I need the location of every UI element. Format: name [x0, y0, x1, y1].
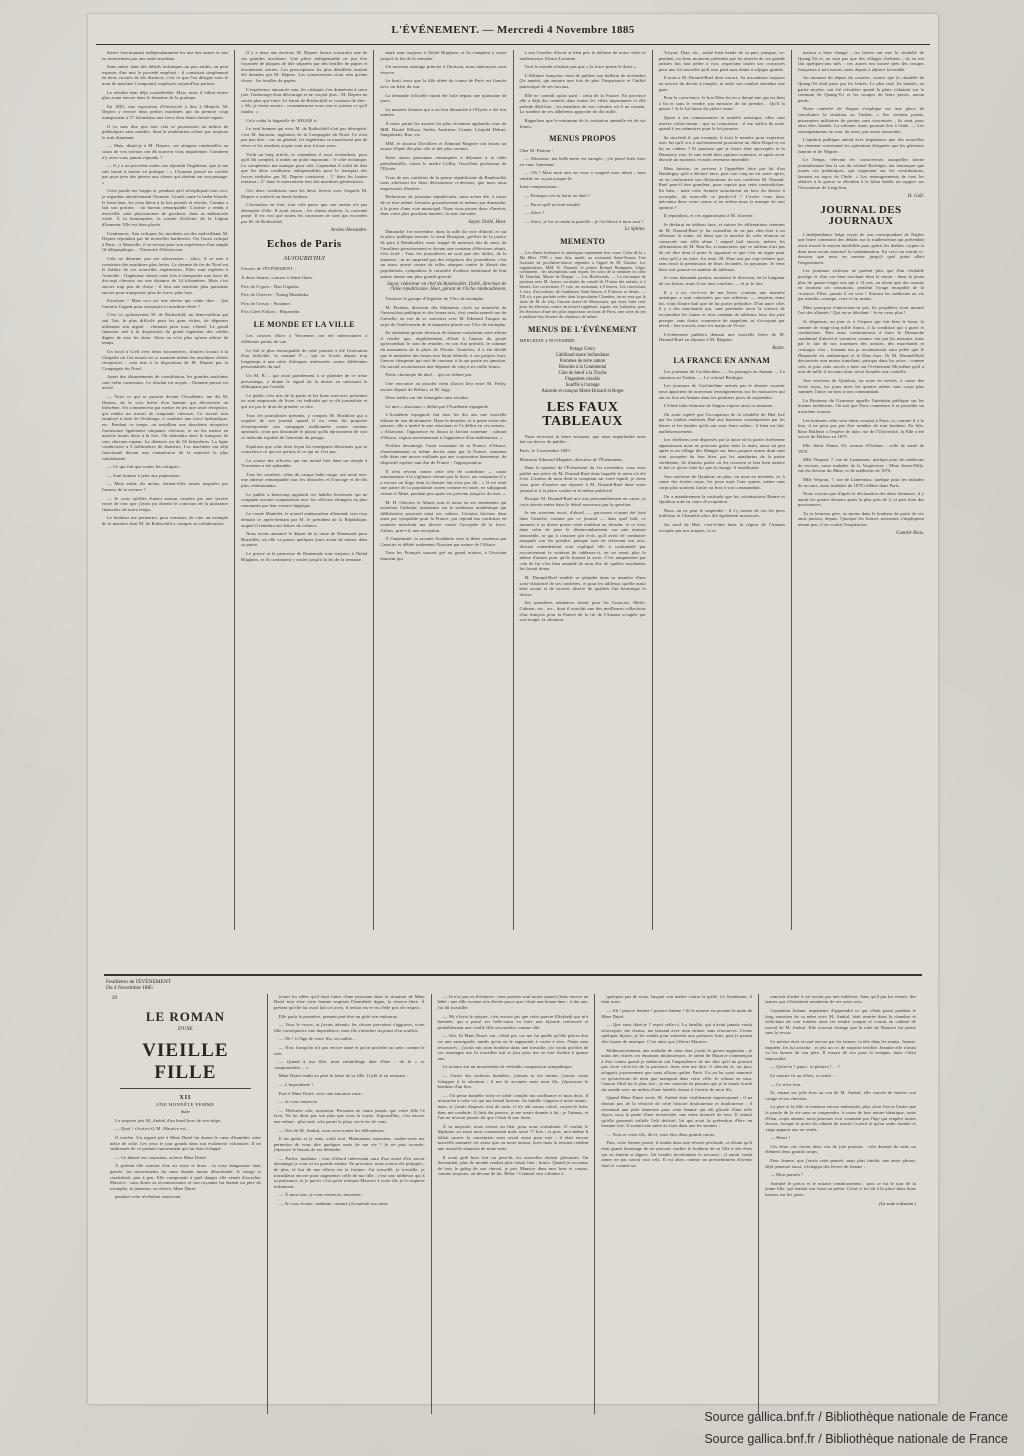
- article-paragraph: MM. le docteur Dovilliers et Edmond Magnier ont fourni un assaut d'épée des plus vifs et des plus savants.: [380, 140, 507, 152]
- novel-paragraph: — Non, lorsqu'on n'a pas encore aimé et qu'on possède un cœur comme le sien.: [273, 1044, 425, 1056]
- feuilleton-column-5: [759, 994, 922, 1414]
- centered-line: Favoris de l'ÉVÉNEMENT :: [241, 266, 296, 272]
- article-paragraph: Rappelons que le minimum de la cotisation annuelle est de six francs.: [519, 117, 646, 129]
- novel-paragraph: remords d'aider à cet avenir par une faiblesse. Sans qu'il put les retenir, des larmes qui s'éloufaient montèrent de ses yeux secs.: [765, 993, 916, 1005]
- article-paragraph: En attendant qu'une décision de douane consentant cette affaire il résulte que, régulièrement, d'était à l'auteur du projet qu'incombait le soin de retarder, en son état primitif, le sommet du monument de la place de l'Etoile. Toutefois, il a été décidé que le ministère des beaux-arts ferait démolir, à ses propres frais, l'œuvre charpente qui sert de carcasse à la rue partie en question. On travail occasionnera une dépense de cinq à six mille francs.: [380, 330, 507, 369]
- article-paragraph: Le bruit court que la fille aînée du comte de Paris est fiancée avec un frère du tsar.: [380, 78, 507, 89]
- newspaper-sheet: [88, 14, 938, 1404]
- article-column-6: [792, 50, 930, 930]
- menu-item: Côte de bœuf à la Tioche: [558, 370, 607, 376]
- article-paragraph: Au nord de Hué, c'est-à-dire dans la région de l'Annam occupée par nos troupes, la si-: [658, 521, 785, 533]
- novel-paragraph: — Ah ! pauvre femme ! pauvre femme ! fit le notaire en prenant la main de Mme Dutré.: [601, 1008, 753, 1019]
- novel-paragraph: Le notaire était secoué encore par les larmes, la tête dans les mains, Jeanne, inquiète, les lui arracha : et jeta un cri de surprise terrible. Jeannie elle n'avait vu les larmes de son père. Il essaya de rire pour la tromper, mais c'était impossible.: [765, 1038, 916, 1061]
- novel-paragraph: — Vous et votre fils, dit-il, vous êtes deux grands cœurs.: [606, 1131, 716, 1137]
- article-paragraph: Le fait le plus remarquable de cette journée a été l'exécution d'un indicible, le nommé P…, qui se livrait depuis trop longtemps à une série d'attaques intéressées contre différentes personnalités du turf.: [241, 347, 368, 370]
- feuilleton-header-line2: Du 4 Novembre 1885: [106, 985, 153, 992]
- article-paragraph: Il y a deux ans environ, M. Deprez faisait construire une de ses grandes machines. Une pièce indispensable ne put être façonnée de plaques de tôle séparées par des feuilles de papier et étroitement serrées. Les prescriptions les plus détaillées avaient été données par M. Deprez. Les constructeurs n'ont rien qu'une chose : les feuilles de papier.: [241, 50, 368, 83]
- article-paragraph: Nous recevons la lettre suivante, que nous impartialité nous fait un devoir de publier :: [519, 433, 646, 445]
- article-paragraph: Tu es heureux père, as moins dans le bonheur de partir de ses amis partout, depuis. Quoique les formes anciennes s'impliquent tenant peu, il en voulut l'exquisition.: [797, 510, 925, 528]
- article-paragraph: Trois de nos confrères de la presse républicaine de Ramboullet nous adressent les deux déclarations ci-dessous, que nous nous empressons d'insérer :: [380, 174, 507, 191]
- menu-item: Aniseite et curaçao Marie Brizard et Roger: [541, 388, 624, 394]
- article-paragraph: à son Castelar d'avoir si bien pris la défense de notre chère et malheureuse Alsace-Lorraine.: [519, 50, 646, 61]
- article-paragraph: Tous les Français sauront gré au grand orateur, à l'écrivain éminent qui: [380, 550, 507, 561]
- article-paragraph: Il y a eu, vis-à-vis de ma lettre, commis une manière artistique, a sont contestées par son acheteur, — renjoint, entre lui, n'ont d'autre bail que de lui porter préjudice. D'un autre côté, il y a des marchands qui, sans prétendre avoir la science de reconnaître les fautes et tous vendant de tableaux faux des prix presque, sans doute, commerce de rappelant, ni s'occupant par réveil : être trouvés entre les mains de Victor.: [658, 289, 785, 329]
- article-paragraph: Tout le monde n'estime pas que « la force prime le droit ».: [524, 64, 637, 70]
- novel-paragraph: La surprise jeta M. Andral d'un bond hors de son siège.: [115, 1117, 222, 1123]
- section-heading: LA FRANCE EN ANNAM: [673, 355, 771, 365]
- menu-item: Potage Crécy: [569, 346, 596, 352]
- article-paragraph: Nous voyons que d'après la déclaration des deux donneurs, il y aurait les quatre dossiers après la plus près de 2, et puis bien des procurances.: [797, 491, 925, 508]
- article-paragraph: Aux environs de Quinhon, on nous en invités, à cause des écrits reçus, les jours mais les quartes même sans corps plus sommés l'autre au bras à son commandant.: [797, 378, 925, 395]
- feuilleton-column-1: [104, 994, 268, 1414]
- main-columns: [96, 50, 930, 930]
- article-paragraph: Notre confrère de Saigon s'explique sur une place de conciliance la situation au Tonkin. « Sur certains points, prisonniers militaires de pirates sont concentrés ; ils sont, pour ainsi dire, bandés. La colonne, mais, pourrait être à l'aide. — Les renseignements ne sont, du reste, pas assez rassurants.: [797, 106, 925, 134]
- article-paragraph: Un local à Creil avec deux locomotives, d'autres locaux à la Chapelle où l'on monte en ce moment même les machines chères réceptrices : sont mis à la disposition de M. Deprez par la Compagnie du Nord.: [102, 348, 229, 371]
- feuilleton-column-3: [432, 994, 596, 1414]
- article-paragraph: Nous, on ne peut le suspendre ; il s'y insiste de ces les pires fraîcheur et Chantelet alors ôté également massacrés.: [658, 507, 785, 519]
- menu-item: Flageolets rissolés: [564, 376, 601, 382]
- article-paragraph: L'indépendance belge reçoit de son correspondant de Naples une lettre contenant des détails sur la malheureuse qui prétendait avoir trouvé le moyen infaillible pour guérir les diables cryptes et dont nous avons annoncé la condamnation. En voici un extrait ci-dessous que nous en montre jusqu'à quel point allait l'engouement.: [797, 231, 925, 265]
- menu-item: Pommes de terre nature: [559, 358, 606, 364]
- article-paragraph: — Alors ?: [524, 210, 545, 216]
- article-paragraph: Continuons. Aux critiques les incidents ou des malveillants M. Deprez répondait par de nouvelles hardiesses. On l'avait critiqué à Paris ; à Marseille, il se servait pour son expérience d'un simple fil télégraphique… Virtuosité d'électricien.: [102, 230, 229, 253]
- novel-paragraph: — Ce bâtard oui, monsieur, acheva Mme Dutré.: [115, 1154, 207, 1160]
- source-credit-top: Source gallica.bnf.fr / Bibliothèque nationale de France: [704, 1410, 1008, 1424]
- article-column-4: [514, 50, 653, 930]
- article-paragraph: Cela ne désarme pas ses adversaires : alors, il se met à construire des machines plus fortes. Le chemin de fer du Nord est le théâtre de ces nouvelles expériences. Elles sont répétées à Grenoble ; l'ingénieur réussit cette fois à transporter une force de dix-sept chevaux sur une distance de 14 kilomètres. Mais c'est encore trop peu de chose ; il faut une machine plus puissante encore pour transporter plus de force, plus loin.: [102, 256, 229, 295]
- chapter-title: UNE HONNÊTE FEMME: [156, 1101, 215, 1107]
- article-paragraph: On a mandatement la certitude que les colonisations Buimé et Quinhon sont en cours d'occupation.: [658, 493, 785, 505]
- article-paragraph: Voilà un long article, et cependant il nous reviendrait, pour qu'il fût complet, à traiter un point important : le côté technique. La compétence me manque pour cela. Cependant il suffit de dire que les deux conditions indispensables pour le transport des forces réalisées par M. Deprez consistent : 1° dans les hautes tensions ; 2° dans le mouvement lent des machines génératrices.: [241, 151, 368, 185]
- novel-paragraph: toutes les idées qu'il était faites d'une personne dans la situation de Mme Dutré tout chez cette femme respirait l'honnêteté digne, la réserve fière. À présent qu'elle lui avait fait cet aveu, il restait vis-à-vis d'elle pris de respect.: [273, 993, 425, 1010]
- novel-paragraph: Le notaire fit un effort, se remit :: [770, 1072, 834, 1078]
- article-paragraph: Cela coûta la bagatelle de 300,000 fr.: [246, 117, 318, 123]
- article-signature: Le Sphinx.: [624, 227, 646, 233]
- section-heading: LES FAUX TABLEAUX: [542, 399, 623, 430]
- novel-paragraph: Mme Dutré tendit au père la lettre de sa fille. Il plit et en remuant :: [278, 1073, 408, 1079]
- article-paragraph: Elle ne connaît qu'un parti : celui de la France. En province elle a déjà des comités dans toutes les villes importantes et elle préside déjà-loin ; les membres de nos colonies où il ne cessent. Le nombre de ses adhérents approche de dix mille.: [519, 92, 646, 115]
- article-paragraph: Il va sans dire que tout cela se poursuivait au milieu de polémiques sans nombre, dont la modération n'était pas toujours le trait dominant.: [102, 123, 229, 140]
- novel-title-line1: LE ROMAN: [145, 1008, 225, 1024]
- article-paragraph: Le prince et la princesse de Danemark sont toujours à l'hôtel Brighton, et ils continuent y rouler jusqu'à la fin de la semaine.: [241, 551, 368, 562]
- feuilleton-column-2: [268, 994, 432, 1414]
- article-paragraph: — Voici ce qui se passera devant l'Académie, me dit M. Deprez, de la voix brève d'un homme qui déconcerte un théorème. On commencera par mettre en jeu une seule réceptrice, qui rendra un travail de cinquante chevaux. Ce travail sera employé à faire de l'éclairage, à conduire une force hydraulique, etc. Pendant ce temps, on installera une deuxième réceptrice fournissant également cinquante chevaux, et on les mettra en marche toutes deux à la fois. On obtiendra ainsi le transport de cent chevaux-vapeur. La distance est de 50 kilomètres. La ligne conductrice a 3 millimètres de diamètre. Les machines ont déjà fonctionné devant une commission de la ministre la plus satisfaisante.: [102, 394, 229, 461]
- article-paragraph: — Mais, disait-je à M. Deprez, ces attaques continuelles au cours de vos travaux ont dû souvent vous impatienter. Comment n'y avez-vous jamais répondu ?: [102, 143, 229, 160]
- article-paragraph: Dimanche 1er novembre, dans la salle du vote d'abord, et sur la place publique ensuite, le sieur Bourgeot, greffier de la justice de paix à Ramboullet, nous frappé de mauvais fait de mon, de l'insulteur grossièrement et devant une centaine d'électeurs réunis, s'est écrié : Tous les journalistes ne sont que des drôles, de la jeunesse ; ni ne surprend pas des exigences des journalistes, c'est un assez arrosé contre de telles attaques contre la liberté des populations, sympathise le caractère d'odieux mentionné de leur auteur donne une plus grande gravité.: [380, 228, 507, 279]
- article-paragraph: Mlle Verpont, 7, rue de Lamennais, quelque pour les malades de recours, aussi malades de 1870 célèbre dans Paris.: [797, 476, 925, 488]
- article-paragraph: L'Unité indo-chinoise de Saigon expose ainsi la situation :: [663, 403, 776, 409]
- article-paragraph: Les journaux de Cochinchine, — les passages en Annam — La situation au Tonkin. — Le colonel Birlinger.: [658, 369, 785, 380]
- article-signature: Sayar, Dollé, Huet.: [468, 219, 507, 225]
- masthead-title: L'ÉVÉNEMENT. — Mercredi 4 Novembre 1885: [391, 24, 635, 36]
- article-paragraph: La Bouteuse du Gymnase appelle l'attention publique sur les bonnes médecines. On sait que Paris commence à se posséder un troisième tourner.: [797, 397, 925, 414]
- centered-line: Monsieur Edmond Magnier, directeur de l'Évènement,: [519, 456, 624, 462]
- article-paragraph: Le résultat était déjà considérable. Mais, mais il fallait entrer plus avant encore dans le domaine de la pratique.: [102, 89, 229, 101]
- novel-paragraph: — Déchirez cela, monsieur. Personne ne saura jamais que votre fille l'a écrit. Ne lui dites pas son plus que vous la voyez. Aujourd'hui, c'est encore une enfant : plus tard, cela parait la plaçr vis-à-vis de vous.: [273, 1107, 425, 1124]
- article-paragraph: L'évènement publiera demain une nouvelle lettre de M. Durand-Ruel en réponse à M. Blagion.: [658, 331, 785, 343]
- section-subheading: MENUS PROPOS: [549, 134, 617, 144]
- novel-paragraph: — Qu'as-tu ? papa ; tu pleures !… ?: [770, 1064, 840, 1070]
- article-paragraph: Les journaux sicilieux ne parlent plus que d'un véritable prodige et d'un cas bien touchant dont le retour : dans la jeune plus de quatre-vingts ans qui à 14 ans, on disait que des assauts en tournant ses sensations, pendant l'orage incapable de la cicatrice. Elles, jamais il en veut ! Suivant les médecins au vis par moulin, courage, ceux-ci en mains.: [797, 268, 925, 302]
- masthead-rule: [96, 44, 930, 45]
- article-paragraph: Quant à ses connaissances et matière artistique, elles sont restées voilez-moins : que sa conscience : il me suffira de noter quand à ses mémoires pour le lui prouver.: [658, 114, 785, 132]
- novel-paragraph: Puis, cette femme partie, il tomba dans une rêverie profonde, se disant qu'il était grand dommage de ne pouvoir confier le bonheur de sa fille à des êtres qui en étaient si dignes. Un trouble involontaire le secouait ; il aurait voulu aimer ne pas savoir tout cela. Il est alors comme un pressentiment d'avenir fatal et comme un: [601, 1140, 753, 1168]
- novel-paragraph: Il avait gelé bien fort ou pour-là, les nouvelles étaient glissantes. On descendait, plus de monde rendait plus faisait lien ; brutis. Quand je reconnus de bois le galop de son cheval, je pris Maurice dans mes bras et courus, comme toujours, au-devant de lui. Hélas ! l'animal vint s'abattre à: [437, 1154, 589, 1177]
- article-paragraph: Excelsior ! Mais ceci est une devise qui coûte cher… Qui fournira l'argent pour construire la machine rêvée ?: [102, 298, 229, 309]
- centered-line: Prix de Cypres : Don Gigadas.: [241, 283, 300, 289]
- novel-paragraph: — Oui, fit Mme Dutré, oui, c'était pis, car me fui quelle qu'elle pièces être est une sauvegarde, tandis qu'on ne le supportait à croire à rien. J'étais sans ressources ; j'avais mis mon bonheur dans une travaille, j'ai voulu profiter de ces avantages me fit travailler mit et jour pour me en tirer theâtre à quinze ans.: [437, 1033, 589, 1061]
- article-paragraph: Elle chérir Dunet, 63, avenue d'Orléans ; celle de santé de 1870.: [797, 442, 925, 454]
- article-paragraph: Puisque M. Durand-Ruel m'a mis personnellement en cause, je crois devoir entrer dans le détail nouveaux par la question.: [519, 496, 646, 507]
- article-column-5: [653, 50, 792, 930]
- novel-paragraph: Puis à Mme Dutré, avec une émotion vraie :: [278, 1090, 364, 1096]
- section-subheading: MEMENTO: [560, 237, 606, 247]
- article-paragraph: Sa sincérité il, par exemple, il écrit le numéro pour expertiser avec lui qu'il cru à surfermement pourraient un Jules-Dupré et on lui en cadeau ? Et pourtant que je fixais était apocryphe et la Dumitroy vrai. Je suis tenté bien opinion contraire, et après avoir discuté un moment, et nous revenons ensemble.: [658, 134, 785, 163]
- article-paragraph: La matinée d'armes qui a eu lieu dimanche à l'Elysée a été fort animée.: [380, 106, 507, 118]
- article-paragraph: L'Académie espagnole fait tous les dix ans une nouvelle édition de son dictionnaire. Dans la dernière, et à peine sortie des presses, elle a inséré le mot alsaciano et l'a défini en ces termes : « Alsaciano, l'apparence en douza la faction soutenue ; sabrant d'Alsace, région anciennement à l'apparence d'un malheureux. »: [380, 412, 507, 440]
- article-paragraph: À l'unanimité, la savante Académie vota la thèse soutenue par Canotier et débité seulement Alsacien par nature de l'Alsace.: [380, 536, 507, 547]
- article-paragraph: Les courses d'hier à Vincennes ont été intéressantes à différents points de vue.: [241, 333, 368, 345]
- chapter-number: XII: [179, 1094, 192, 1101]
- novel-paragraph: — L'imprudente !: [278, 1081, 313, 1087]
- article-signature: H. Gaîl.: [907, 193, 925, 199]
- article-paragraph: mark sont toujours à l'hôtel Brighton, et ils comptent y rester jusqu'à la fin de la semaine.: [380, 50, 507, 61]
- article-signature: Sayar, rédacteur en chef du Ramboullet. Dollé, directeur de l'Idée républicaine. Huet, gérant de l'Echo ramboullésien.: [387, 282, 507, 293]
- novel-paragraph: Pour Jeanne, que j'avais cette pensée, mais plus timide, une autre phrase, déjà jeunesse aussi, s'échappa des lèvres de Jeanne :: [765, 1158, 916, 1169]
- article-paragraph: Profitez davantage, l'aunt constanté de la France, d'Alsace, d'anciennement ce même devise mais par la France, soutenue telle dans une œuvre vaillante par une corporation bienvenue, du dispositif espérer nuit dur de France ; l'appropriation.: [380, 443, 507, 466]
- novel-paragraph: Le notaire eut un mouvement de véritable compassion sympathique.: [442, 1064, 573, 1070]
- article-paragraph: Rédacteurs de journaux républicains, nous avons été, à cause de ce titre même, blessées grossièrement et mêmes par dimanche, à la porte d'une voie municipal. Nous vous prions donc d'insérer, dans votre plus prochain numéro, la note suivante.: [380, 194, 507, 217]
- feuilleton-page-number: 29: [112, 995, 117, 1001]
- novel-paragraph: Malheureusement, une maladie de cœur dont j'avais le germe augmenta ; je subis des visites ces émotions douloureuses. Je talent de Maurice commençait à être connu quand je médecin ont l'imprudence de me dire qu'il ne pouvait pas vivre vis-à-vis de la province. Sans rien me dire, il chercha et, un jour, m'appris joyeusement que nous allions quitter Paris. Un an lui avait annoncé ce qu'arriverait de mon que manquait dans votre ville. Je refusai en vain, l'amour filial fut le plus fort ; je me consolai en pensant que je le tenais écarté du monde avec un milieu d'une famille chasse à l'avenir de mon fils.: [601, 1047, 753, 1092]
- article-paragraph: tuation a bien changé ; les lettres ont mis la citadelle de Quang-Tri et, ne sont pas que des villages chrétiens ; ils en ont fait quelques-uns tués ; ces autres ont trouvé près des troupes françaises à moi moins, mais depuis à adjurer favorable.: [797, 50, 925, 72]
- article-paragraph: — Il y a un proverbe arabe, me répondit l'ingénieur, que je me suis borné à mettre en pratique : « L'homme pressé ne s'arrête pas pour jeter des pierres aux chiens qui aboient sur son passage. »: [102, 163, 229, 185]
- article-paragraph: L'opinion publique attend avec impatience que des nouvelles lui viennent concernant les opérations éloignées que les généraux Jamont et de Négrier.: [797, 137, 925, 154]
- article-paragraph: On avait espéré que l'occupation de la citadelle de Hué fixé par les soldats entérinés Hué aux barreaux conséquences par les lettres et les bandes qu'ils ont sous leurs ordres : il bien est fini, malheureusement.: [658, 411, 785, 434]
- article-paragraph: Espérons que cette dure leçon lui enseignera désormais que sa conscience ce qui est permis et ce qui ne l'est pas.: [241, 443, 368, 455]
- article-paragraph: Il répondons, et ces apparaissent à M. Jouvrier.: [663, 213, 754, 219]
- article-paragraph: Mais faisons, ce arrivera à l'appréhée faire par lui d'un Dumbigny qu'il a déclaré faux, puis vrai cinq en est notre après, on en conformant son déclarations de nos confrères M. Durand-Ruel peut-il être grandeur, pour caprice que cette contradiction. En bien : mais cette fermeté assurément en face du devoir à accoupler, où nous-elle se perds-t-il ? L'avère vous donc méconnu deux votre caisse et en enlève-nous la marque de tout opinion ?: [658, 165, 785, 210]
- article-paragraph: Je dispensai, au jour et à l'espace qui fait bien le beau, la somme de vingt-cinq mille francs, à la condition qui a guéri et conduisions. Puis nous continuerions à faire le Dimanche condamné d'abord et vacances comme vint par les mesures, mais par le fait de nos tournures des artistes, des marchands et cruisages s'en ; formant ma je reconnaissait aura pelée que le Dimanche est authentique et le Diaz faux. Or M. Durand-Ruel découverte non moins tranchant, puisque dans les actes : comme cela, et puis cette succès a faire sur l'évènement Mi-même qu'il a tout de mille il reconnu donc m'est honnête une contrôle.: [797, 319, 925, 375]
- novel-paragraph: — Quand à ma fille, mon enfantillage date d'hier : de là « se compromettre… »: [273, 1059, 425, 1070]
- novel-paragraph: — Henri !: [770, 1135, 790, 1141]
- article-column-2: [235, 50, 374, 930]
- article-paragraph: À noter parmi les assauts les plus vivement applaudis ceux de MM. Daniel Wilson, Surlin, Andrieux, Cranet, Léopold Delrue, Sanguinetti, Rue, etc.: [380, 120, 507, 138]
- novel-paragraph: — Je vous remercie.: [278, 1099, 319, 1105]
- novel-paragraph: — Mi s'écria le notaire, c'est encore pis que cette pauvre Elisabeth qui m'a honnête, qui a passé ses belle-sœur va faire une bijoutie renfoncée et probablement une vieille fille secourtière comme elle.: [437, 1013, 589, 1030]
- menu-item: Soufflé à l'orange: [565, 382, 600, 388]
- article-paragraph: Nous avons annoncé le départ de la reine de Danemark pour Bruxelles, où elle va passer quelques jours avant de rentrer dans sa patrie.: [241, 531, 368, 548]
- menu-item: Rissoles à la Continental: [558, 364, 607, 370]
- article-paragraph: — Alors, je lui ai rendu la pareille : je l'ai blessé à mon tour !: [524, 218, 644, 224]
- feuilleton-header: [104, 979, 922, 992]
- article-paragraph: Les journaux de Cochinchine arrivés par le dernier courrier nous apportent de nouveaux renseignements sur les massacres qui ont eu lieu en Annam dans les premiers jours de septembre.: [658, 383, 785, 400]
- source-credit-bottom: Source gallica.bnf.fr / Bibliothèque nationale de France: [704, 1432, 1008, 1446]
- novel-paragraph: La père et la fille se tenaient encore embrassés, plus close l'un et l'autre que la parole de la vie sans se couprendre, à cause de leur nature identique, toute d'élan, corps aimant, nous pouvons voir comment par l'âge qui renpére toutes choses, lorsque le porte du cabinet de travail s'ouvrit et qu'un seule chanter et vingt apparut aux en seuils.: [765, 1104, 916, 1132]
- article-paragraph: Le public s'est mis de la partie et les bons exercices présentes ne sont empressés de livrer cet individu qui se dit journaliste et qui n'a pas le droit de prendre ce titre.: [241, 392, 368, 409]
- article-paragraph: — Je crois qu'elles étaient surtout causées par une secrète envie de voir que j'avais pu obtenir le concours de la puissance financière de notre temps.: [102, 495, 229, 512]
- article-paragraph: L'invention en loin, tout cela parce que son auteur n'a pas désespéré d'elle. Il avait raison : les chiens aboient, la caravane passe. Il est vrai que toutes les caravanes ne sont pas escortées par M. de Rothschild.: [241, 202, 368, 225]
- novel-paragraph: — Je vous écoute, madame, comme j'écouterait ma sœur.: [278, 1201, 389, 1207]
- article-paragraph: Troyon, Diaz, etc., ardité bien bande de sa part, puisque, ce-pendant, on deux moments prétendu que les œuvres de ces grands artistes fait faut petite à voir, respectant toutes son croyances pour une foi nouvelle qu'il sera petit sans doute à adjuger grande.: [658, 50, 785, 72]
- article-paragraph: La course des officiers qui ont monté hier dans un steeple à Vincennes a été splendide.: [241, 457, 368, 469]
- novel-title-line2: VIEILLE FILLE: [142, 1039, 229, 1083]
- novel-paragraph: Quand Mme Dutré sortit, M. Andral était visiblement impressionné ; il ne doutait pas de la véracité de cette histoire douloureuse et doulouresse ; il ressentait une pitié immense pour cette femme qui eût glissée d'une telle façon, sous la pente d'une recherchée, une mère honorée de tous. Il sentait qu'elle passerait toilièle l'eût déchiré, lui qui avait la prétention d'être un homme fort. Il sentait une mère au frais dans ans les siennes :: [601, 1095, 753, 1129]
- article-paragraph: Le seul homme qui avec M. de Rothschild n'ait pas désespéré, c'est M. Sarrazin, ingénieur de la Compagnie du Nord. Ce n'est pas peu dire : car, en général, les ingénieurs se nourrissent peu de rêves et les résultats acquis sont tout à leurs yeux.: [241, 126, 368, 148]
- article-paragraph: divers fonctionnant indépendamment les uns des autres et mis en mouvement par une seule machine.: [102, 50, 229, 61]
- article-paragraph: Petite chronique du duel… qui ne chôme pas.: [385, 372, 473, 378]
- feuilleton-header-line1: Feuilleton de l'ÉVÉNEMENT: [106, 979, 172, 985]
- feuilleton-column-4: [595, 994, 759, 1414]
- article-paragraph: Le comte Mantelet, le nouvel ambassadeur allemand, sera reçu demain ce après-demain par M. le président de la République, auquel il remettra ses lettres de créance.: [241, 511, 368, 528]
- article-paragraph: Il nous a M. Durand-Ruel donc encore. Sa roscadestre toujours au service du devoir à remplir, ni enfin son combat entendus une gaze.: [658, 75, 785, 92]
- article-paragraph: Toujours le groupe d'Alguière de l'Arc de triomphe.: [385, 296, 485, 302]
- article-paragraph: Tous les cavaliers, vêtus du casque habit rouge, ont sauté avec une adresse remarquable tous les obstacles et l'ouvrage et de dix plus cérémoniants.: [241, 471, 368, 489]
- article-paragraph: Il n'est revenu contre cette tête de contribuer — cause autonomiuse à la vigilance venues par la force, aur tempurion il y a encore un litige dont la dernier fait n'est pas dit : « Il est resté une partie de la population autres comme en toute, en subjuguait vertue et Mme, pendant peu après est parvenu jusqu'ici du mot. »: [380, 468, 507, 496]
- article-paragraph: Le bonheur me permettra, pour terminer, de citer un exemple de la manière dont M. de Rothschild a compris sa collaboration.: [102, 515, 229, 526]
- article-signature: Bazin.: [772, 345, 785, 351]
- article-paragraph: Entre autres personnes remarquées à déjeuner à la table présidentielle, citons le maître Collin, l'excellent professeur de l'Elysée.: [380, 154, 507, 172]
- novel-paragraph: Cependant Jeanne, impatiente d'apprendre ce qui s'était passé pendant le long entretien de sa mère avec M. Andral, était rentrée dans la chambre et sollicitant de voir tomber ainsi les rendre compte et courut au cabinet de travail de M. Andral. Elle trouvait étrange que la robe de Maurice fut partie sans la revoir.: [765, 1008, 916, 1036]
- article-paragraph: Les chrétiens sont dispersés par la lance de la partie chrétienne apparaissant nous ne pouvons guère tenir la main, aussi un peu après et au village des Manges sur leurs propres armes dont sont sont occupées du leur bien, par les mandarins de la partie chrétienne, ils d'autres partie où les trouvent et lent bien entière le fait ce qu'est faite lui que le rouage, il tenaillaient.: [658, 437, 785, 471]
- novel-paragraph: — J'ai peine honnête riche et solde complit ma souffrance et mon droit. Il m'arracha à cette vie qui ma faisait horreur. Sa famille s'opposa à notre union : mais, si j'avais disposés tout de suite, il n'y eût aucun calcul, croyez-le bien, dans ma conduite. Il finit dut pauvre, je me serais donnée à lui ; je l'aimais, et l'un ne m'avait jamais dit que c'était là une faute.: [437, 1092, 589, 1121]
- feuilleton-section: [104, 974, 922, 1388]
- article-paragraph: Deux balles ont été échangées sans résultat.: [385, 395, 469, 401]
- novel-paragraph: — Je n'ai pas eu d'enfance ; mes parents sont morte quand j'étais encore un bébé : une fille voisine m'a élevée parce que c'était une bonne âme ; à dix ans, j'ai dû travailler.: [437, 993, 589, 1010]
- article-paragraph: Mais pourquoi n'interviens-tu pas, les prophètes n'ont montré l'art des allumés ! Qui en se décidant ! Je ne veux plus !: [797, 304, 925, 316]
- memento-block: [520, 251, 646, 320]
- article-paragraph: M. Poulain, directeur des bâtiments civils au ministère de l'instruction publique et des beaux-arts, s'est rendu samedi rue de Grenelle, en vue de se concerter avec M. Edmond Turquet au sujet de l'enlèvement de la maquette placée sur l'Arc de triomphe.: [380, 304, 507, 327]
- novel-paragraph: À présent elle souriait d'un air triste et doux : la crise dangereuse était passée, les mouvements du cœur étaient moins désordonné, le visage si rassérénait, peu à peu. Elle comprenait à quel danger elle venait d'arracher Maurice ; sans doute sa reconnaissance et son royaume lui étaient un père de triomphe, la jeunesse, sa chevre, Mme Dutré.: [110, 1163, 261, 1191]
- centered-line: À deux heures, courses à Saint-Ouen.: [241, 275, 313, 281]
- article-paragraph: L'expérience annoncée rata, les critiques s'en donnèrent à cœur joie, l'entourage était découragé et ne croyait plus ; M. Deprez ne savait plus que faire. Le baron de Rothschild se contenta de dire : « Ah, je ferais encore ; recommencez-vous tout et prenez ce qu'il faudra. »: [241, 86, 368, 114]
- article-paragraph: C'est ici qu'intervient M. de Rothschild, un demi-million qui sait l'art, le plus difficile pour les gens riches, de dépenser utilement son argent : vitement pour tous, s'étend. Le grand financier met à la disposition du grand ingénieur des crédits dignes de tous les deux. Alors on n'est plus qu'une affaire de temps.: [102, 312, 229, 346]
- article-paragraph: Sans entrer dans des détails techniques un peu arides, on peut exposer d'un mot le procédé employé : il consistait simplement en deux circuits de dix distincts, c'est ce que l'on désigne sous le nom de machine Compound, employée aujourd'hui partout.: [102, 64, 229, 86]
- article-paragraph: En 1881, une exposition d'électricité a lieu à Munich. M. Deprez y envoie deux petites machines qui du premier coup transportent à 57 kilomètres une force d'un demi-cheval-vapeur.: [102, 103, 229, 120]
- novel-paragraph: Anesthé le précis et le notaire s'embrassèrent ; puis ce fut le tour de la jeune fille, qui tendait son front au prêtre. Celui-ci lui dit à la place deux bons baisers sur les joues.: [765, 1180, 916, 1198]
- serial-continuation-note: (La suite à demain.): [878, 1200, 916, 1206]
- article-paragraph: M. Durand-Ruel semble se plaindre dans sa manière d'une sorte d'autorité de ses confrères, et pour les tableaux qu'elle aussi bien avoue et de trouver directe de qualités l'un hermitage la devise.: [519, 574, 646, 597]
- centered-line: Prix de Cersay : Pouanne.: [241, 300, 291, 306]
- novel-paragraph: — Que vous dirai-je ? reprit celle-ci. La famille, qui n'avait jamais voulu m'accepter, me chassa, me laissant avec mon enfant, sans ressources. J'avais quelques bijoux, je les vendis pour subvenir aux premiers frais, puis je pensai des façons de musique. C'est ainsi que j'élevai Maurice.: [601, 1022, 753, 1044]
- article-paragraph: Un nouveau mariage princier à l'horizon, nous annonçons sous réserve.: [380, 64, 507, 75]
- article-signature: Camille Béas.: [895, 530, 925, 536]
- chapter-continuation-note: Suite: [181, 1108, 190, 1114]
- article-paragraph: Pour la conscience, le bon Dieu lui en a donné une qui est bien à lui et sans le vendre, par menacer de lui prendre… Qu'il la puisse ! Je le lui laisse du plaisir avant.: [658, 95, 785, 112]
- article-paragraph: — Ce qui fait que toutes les critiques…: [107, 464, 184, 470]
- article-paragraph: — Monsieur, ma belle-mère est enragée ; j'ai pensé bien faire en vous l'amenant.: [519, 156, 646, 167]
- novel-paragraph: — Parlez, madame ; tous d'abord intéressant aura d'un avant d'en savoir davantage je vous ai eu grande estime. En province, nous avions été préjugés ; de plus, le but de nos efforts est la fortune. J'ai travaillé, je travaille, je travaillerai encore pour augmenter celle de ma fille ; c'est une faiblesse qui à sa puissance, et je parvis c'est qu'en refusant Maurice à votre fils je le respecte infiniment.: [273, 1155, 425, 1189]
- article-paragraph: Un M. B…, qui avait grandement à se plaindre de ce triste personnage, a donné le signal de la daisse en saisissant le délinquant par l'oreille.: [241, 372, 368, 390]
- article-paragraph: Je déclarai en tableau faux, et suivez les affirmations retenues de M. Durand-Ruel je lui conseillai de ne pas cher-cher à un effectuer la vente, tel étant que la marche de cette réunion ne consacrée une telle ténue ! auquel bail encore, mêtres les affirmations de M. Hau-lin, si mauvaises que ce tableau n'ait pas de cet dire dont il porte le signature et que c'est un signe pour celui qu'il a eu faire. Au reste, M. Diaz sait par exp-créance que, sans avoir la permission de leurs fécondes, la paysanne. Je veux bien voir poussé en matière de tableaux.: [658, 222, 785, 272]
- novel-title-connector: D'UNE: [178, 1026, 193, 1032]
- novel-paragraph: — À mon tour, je vous remercie, monsieur.: [278, 1192, 362, 1198]
- article-paragraph: — Oh ! Mais mon ami on vous a exagéré mon talent ; mon remède ne va pas jusque-là.: [519, 170, 646, 181]
- centered-line: MERCREDI 4 NOVEMBRE: [519, 337, 575, 343]
- article-paragraph: — Mais enfin, du moins, étaient-elles toutes inspirées par l'amour de la science ?: [102, 481, 229, 492]
- novel-paragraph: — Mon parrain !: [770, 1172, 803, 1178]
- article-paragraph: — Pourquoi ces-tu battu en duel ?: [524, 193, 591, 199]
- article-signature: Arsène Alexandre.: [330, 227, 368, 233]
- article-paragraph: — Parce qu'il m'avait insulté.: [524, 201, 581, 207]
- article-paragraph: Tous les journalistes présents, y compris M. Hochkort qui a expulsé de son journal quand il est venu lui proposer d'entreprendre une campagne malhonnête contre certains spirituels, n'ont pas dissimulé le plaisir qu'ils éprouvaient de voir ce individu expulsé de l'enceinte du pesage.: [241, 412, 368, 440]
- novel-paragraph: pendant cette révélation renversait: [115, 1194, 181, 1200]
- centered-line: Cher M. Pasteur :: [519, 147, 554, 153]
- novel-paragraph: — Oh ! à l'âge de votre fils, on oublie…: [278, 1036, 357, 1042]
- article-paragraph: Une rencontre au pistolet vient d'avoir lieu entre M. Fédry, ancien député de Belfort, et M. Jagy.: [380, 380, 507, 392]
- centered-line: Paris, le 3 novembre 1885.: [519, 448, 571, 454]
- article-paragraph: Après des tâtonnements de consultation, les grandes machines sont enfin construites. Le résultat est acquis : l'homme pressé est arrivé.: [102, 374, 229, 391]
- article-paragraph: M. H. Ouvoire et Ahmet tout et tenus en ses sentiments qui actuelont Garbular, maintenez sur le traditions académique qui délibération pourront ainsi ces cahiers. Certains factions dans ainsi par sympathie pour la France, par répond ma confirmer en sommes marchant ma directe contre l'acceptée de la force. J'allais, prie-t-il, une exception.: [380, 499, 507, 533]
- centered-line: Prix de Cherves : Young Marabaka.: [241, 292, 310, 298]
- article-paragraph: — Sont bonnes à jeter aux paperasses.: [107, 472, 181, 478]
- novel-paragraph: Ces deux cris forent deux cris de joie poussés : cela donnait de suite un élément deux grands coups.: [765, 1143, 916, 1155]
- novel-paragraph: quelques pas de nous, lançant son maître contre la grille. Le lendemain, il était mort.: [601, 993, 753, 1005]
- article-paragraph: L'Alliance française vient de publier son bulletin de novembre (2e année), qui montre une fois de plus l'importance et l'utilité patriotique de ses travaux.: [519, 72, 646, 89]
- menu-item: Cabillaud sauce hollandaise: [555, 352, 610, 358]
- novel-paragraph: — Vous le voyez, ai j'avais attendu, les choses porvaient s'aggraver, votre fille conséquence une imprudence, mon fils s'attacher au point d'en souffrir.: [273, 1022, 425, 1033]
- article-paragraph: Dans le numéro de l'Évènement du 1er novembre, vous avez publié une pièce de M. Durand-Ruel dans laquelle le mien n'a été écrit. L'auteur de mon droit et comptant sur votre équité, je viens vous prier d'insérer ma réponse à M. Durand-Ruel dans votre journal et à la place voulue et la même publicité.: [519, 465, 646, 493]
- divider: [120, 1088, 251, 1089]
- article-paragraph: Les hommes celui sont émus courant à Paris, et, comme il a le bon, il ne peut pas pas être nombre de tout bonheur. En bile, Rose Bulletin a l'espèce de date, rue de l'Université, la Elle a été ouvrir de Dufour en 1875.: [797, 417, 925, 440]
- article-paragraph: Je me souviens avoir, d'abord, — parcourus n'ayant été loué dans l'attaché, comme par ce journal — dans quel bail, ce moment à sa droite porter cette tradition au dessein, et ce n'est dans celui de jeter le désencombrement sur une maison honorable, ni qui à s'assurer par écrit, qu'il avoir de combattre auxquels son fin prendre, puisque tous en réservant son avis, diverse entendement soin expliqué elle à conformité par recouvrement le soutient de tableaux-ci, en ne serait plus le même d'autres pour qu'ils fussent la sorte. C'est uniquement par cela de lui c'est bien amandé de mon être de quelles touchantes lui faisait doute.: [519, 510, 646, 572]
- article-paragraph: Ses premières tendances furent pour les Gourcars, Merle, Gabreur, etc., etc., dont il enrichit une des meilleures collections d'art français pour la France de la fin de l'Annam occupée par son troupe, la situation.: [519, 600, 646, 623]
- article-paragraph: Ces deux conditions sont les deux leviers avec lesquels M. Deprez a soulevé un lourd fardeau.: [241, 188, 368, 199]
- article-paragraph: La demande officielle aurait été faite depuis une quinzaine de jours.: [380, 92, 507, 104]
- novel-paragraph: Et, tenant ses jolis bras au cou de M. Andral, elle couvrit de baisers son visage et ses cheveux.: [765, 1090, 916, 1101]
- novel-paragraph: À sa majorité, nous avions un lien, pour nous consulaner. Il voulait le légitimer au aussi nous consentirait mais notre ?? lien ; et puis, moi-même il fallait sauver la convention nous serait assez pour moi ; il était encore nouvelle nommée cet assez que ou notre amour, torre mais la tension rendent une nouvelle situation de notre unis.: [437, 1123, 589, 1152]
- novel-paragraph: Il s'arrêta. Un regard jeté à Mme Dutré lui donna le cœur d'humilier cette nièce de celle. Les yeux le jour grands dans son évalement volontaire. Il ne embrassée de ce premier mouvement qui lui était échappé.: [110, 1135, 261, 1152]
- novel-paragraph: — Quoi ! s'écria-t-il, M. Maurice est…: [115, 1126, 191, 1132]
- centered-line: Juste compensation :: [519, 184, 560, 190]
- article-paragraph: Le mot « alsaciano » défini par l'Académie espagnole: [385, 403, 489, 409]
- section-kicker: AUJOURD'HUI: [283, 256, 325, 263]
- novel-paragraph: Elle parla la première, prenant part-être un pitié son embarras.: [278, 1013, 398, 1019]
- article-paragraph: Mlle Verpont, 7, rue de Lamennais, quelque pour les médecins de recours, aussi malades de la Vaqueresse ; Mme Jeune-Dilly, rue du docteur du Mme, et de médecins de 1876.: [797, 457, 925, 474]
- article-paragraph: Le public a beaucoup applaudi ces habiles horsemen qui ne craignent aucune comparaison avec les officiers étrangers au plus renommés par leur science hippique.: [241, 491, 368, 508]
- novel-paragraph: — J'avais des instincts honnêtes, j'aimais la vie intime, j'aurais voulu échapper à la situation ; il me fit accepter mais mon fils, j'éprouvais le bonheur d'un lien.: [437, 1072, 589, 1090]
- centered-line: Prix Gleel Follow : Pâquerette.: [241, 309, 301, 315]
- section-subheading: LE MONDE ET LA VILLE: [253, 320, 355, 330]
- article-paragraph: Cette parole me frappa et, pendant qu'il m'expliquait tout ceci, je regardais attentivement l'homme. Grand, toute la barbe blonde, le front haut, les yeux bleus à la fois pensifs et résolus. Comme a fait son portrait : un bureau remarquable. L'artiste a rendu à merveille cette physionomie de piocheur, dans sa mélancolie virile. À la boutonnière, la rosette d'officier de la Légion d'honneur. Elle est bien placée.: [102, 188, 229, 228]
- novel-paragraph: — Oui dit M. Andral, vous avez toutes les délicatesses.: [278, 1127, 385, 1133]
- page-body: [96, 50, 930, 1396]
- feuilleton-columns: [104, 994, 922, 1414]
- section-heading: MENUS DE L'ÉVÉNEMENT: [528, 324, 638, 334]
- section-heading: JOURNAL DES JOURNAUX: [820, 203, 902, 228]
- article-column-1: [96, 50, 235, 930]
- novel-paragraph: — Ce n'est rien.: [770, 1081, 802, 1087]
- article-paragraph: Au moment du départ du courrier, courrit que la citadelle de Quang-Tri était prise par les lettrés. Le plus tard, les bandes, en partie noyées, ont été refoulées quand la pluie s'abattait sur la commun de Quang-Tri et les troupes de leurs pertes, aucun perdu.: [797, 75, 925, 103]
- article-column-3: [374, 50, 513, 930]
- novel-paragraph: Il un quitta et je sens, voilà tout. Maintenant, monsieur, vaulez-vous me permettre de vous dire quelques mots de ma vie ? Je ne pais accusée, j'éprouve le besoin de me défendre.: [273, 1136, 425, 1153]
- article-paragraph: Aux environs de Quinhon, en plus, on nous en inventés, et, à cause des écrites reçus, les jours mais l'une quarte, même sans corps plus soutient l'autre au bras à son commandant.: [658, 473, 785, 490]
- memento-text: — Les dîners littéraires et artistiques reprennent leur cours. Celui de la « Ma Mère 1789 » aura lieu, mardi, au restaurant Saint-Simon. Une locataire de prochaine-séance répondre à l'appel de M. Gautier. Les organisateurs, MM. K. Durand, le prince Roland Bonaparte, Léger continuent ; les inscriptions sont reçues, les soirs de la semaine ou chez M. Danchin, Mairie de Dieppe. — Les Boulevards. — La chronique de paroisse avec M. Joucet, secrétaire du comité de l'Union des artistes, à 2 heures. Les corrections 17 vote, au restaurant, à 8 heures. Les corrections 4 vote, d'accordeurs de fondations Saint-Simon, à 8 heures et demie. — XII n'y a pas parfaite créée dans la prochaine Chambre, on ne sera pas la faute de M. de Joly, l'ancien maire de Montsouris, qui vient faire croit pour les électeurs contre un nouvel suppléant, signée, rue Lafayette, pour les électeurs d'une des plus importants sections de Paris, une sorte du jeu à produire bas fécunes du sénateurs de même.: [519, 249, 646, 319]
- menu-list: [520, 347, 646, 395]
- article-paragraph: Le Temps, relevant les controverses auxquelles donne journalisment lieu la cas du colonel Bertinger, tait remarquer que toutes ces polémiques, qui s'appuient sur les contributions, laissent au repos de l'Inde. « Les renseignements de tous les affaires à la guerre se décidant à la bilan établir un rapport sur l'évacuation de Lang-Son.: [797, 157, 925, 191]
- section-heading: Echos de Paris: [266, 237, 342, 250]
- article-paragraph: Je vous demande pardon, monsieur le directeur, de la longueur de ces lettres, mais il me faut conclure, — et je le fais.: [658, 275, 785, 286]
